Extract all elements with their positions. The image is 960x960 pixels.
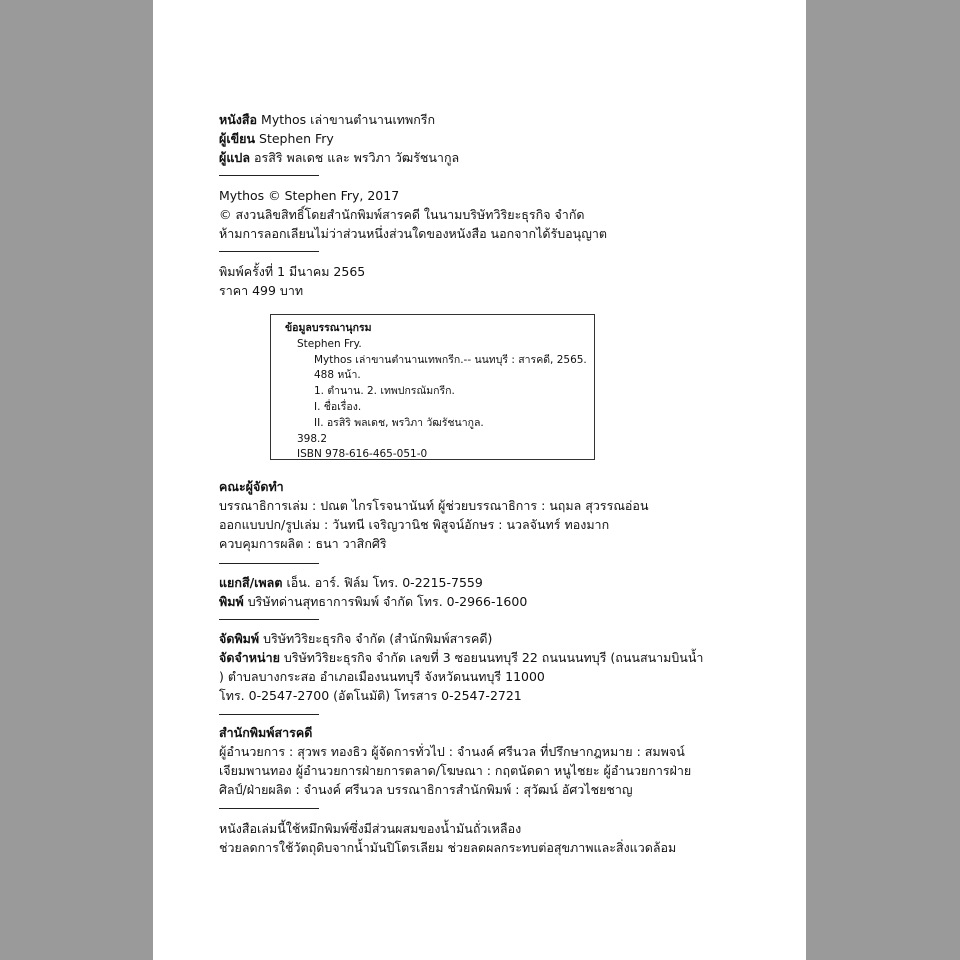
copyright-line: ห้ามการลอกเลียนไม่ว่าส่วนหนึ่งส่วนใดของหนังสือ นอกจากได้รับอนุญาต	[219, 226, 607, 241]
publish-label: จัดพิมพ์	[219, 631, 260, 646]
team-block	[219, 477, 796, 553]
divider	[219, 808, 319, 809]
team-line: ออกแบบปก/รูปเล่ม : วันทนี เจริญวานิช พิสูจน์อักษร : นวลจันทร์ ทองมาก	[219, 517, 610, 532]
cip-translators: II. อรสิริ พลเดช, พรวิภา วัฒรัชนากูล.	[314, 416, 484, 429]
translator-line	[219, 148, 796, 167]
cip-title: Mythos เล่าขานตำนานเทพกรีก.-- นนทบุรี : สารคดี, 2565.	[314, 353, 587, 366]
distribute-line	[219, 648, 796, 667]
author-label: ผู้เขียน	[219, 131, 256, 146]
office-line: ศิลป์/ฝ่ายผลิต : จำนงค์ ศรีนวล บรรณาธิการสำนักพิมพ์ : สุวัฒน์ อัศวไชยชาญ	[219, 782, 633, 797]
office-line: เจียมพานทอง ผู้อำนวยการฝ่ายการตลาด/โฆษณา : กฤตนัดดา หนูไชยะ ผู้อำนวยการฝ่าย	[219, 763, 692, 778]
cip-author: Stephen Fry.	[297, 337, 362, 350]
book-author: Stephen Fry	[259, 131, 334, 146]
team-line: ควบคุมการผลิต : ธนา วาสิกศิริ	[219, 536, 387, 551]
cip-title-entry: I. ชื่อเรื่อง.	[314, 400, 362, 413]
team-heading: คณะผู้จัดทำ	[219, 479, 284, 494]
copyright-line: Mythos © Stephen Fry, 2017	[219, 188, 400, 203]
eco-line: ช่วยลดการใช้วัตถุดิบจากน้ำมันปิโตรเลียม ช่วยลดผลกระทบต่อสุขภาพและสิ่งแวดล้อม	[219, 840, 677, 855]
book-translators: อรสิริ พลเดช และ พรวิภา วัฒรัชนากูล	[253, 150, 460, 165]
translator-label: ผู้แปล	[219, 150, 250, 165]
production-block	[219, 573, 796, 611]
cip-heading: ข้อมูลบรรณานุกรม	[285, 322, 372, 334]
office-line: ผู้อำนวยการ : สุวพร ทองธิว ผู้จัดการทั่วไป : จำนงค์ ศรีนวล ที่ปรึกษากฎหมาย : สมพจน์	[219, 744, 685, 759]
eco-note	[219, 819, 796, 857]
print-line	[219, 592, 796, 611]
book-page	[153, 0, 806, 960]
book-info	[219, 110, 796, 167]
publisher-block	[219, 629, 796, 705]
book-title: Mythos เล่าขานตำนานเทพกรีก	[261, 112, 436, 127]
eco-line: หนังสือเล่มนี้ใช้หมึกพิมพ์ซึ่งมีส่วนผสมของน้ำมันถั่วเหลือง	[219, 821, 522, 836]
office-block	[219, 723, 796, 799]
cip-box	[270, 314, 595, 460]
publish-value: บริษัทวิริยะธุรกิจ จำกัด (สำนักพิมพ์สารคดี)	[263, 631, 493, 646]
divider	[219, 175, 319, 176]
separation-value: เอ็น. อาร์. ฟิล์ม โทร. 0-2215-7559	[286, 575, 483, 590]
phone-line: โทร. 0-2547-2700 (อัตโนมัติ) โทรสาร 0-2547-2721	[219, 688, 522, 703]
printing-block	[219, 262, 796, 300]
print-label: พิมพ์	[219, 594, 244, 609]
copyright-line: © สงวนลิขสิทธิ์โดยสำนักพิมพ์สารคดี ในนามบริษัทวิริยะธุรกิจ จำกัด	[219, 207, 585, 222]
distribute-label: จัดจำหน่าย	[219, 650, 280, 665]
team-line: บรรณาธิการเล่ม : ปณต ไกรโรจนานันท์ ผู้ช่วยบรรณาธิการ : นฤมล สุวรรณอ่อน	[219, 498, 649, 513]
title-label: หนังสือ	[219, 112, 258, 127]
office-heading: สำนักพิมพ์สารคดี	[219, 725, 313, 740]
publish-line	[219, 629, 796, 648]
title-line	[219, 110, 796, 129]
cip-classification: 398.2	[297, 432, 328, 445]
copyright-block	[219, 186, 796, 243]
print-value: บริษัทด่านสุทธาการพิมพ์ จำกัด โทร. 0-2966-1600	[247, 594, 528, 609]
divider	[219, 563, 319, 564]
author-line	[219, 129, 796, 148]
distribute-value: บริษัทวิริยะธุรกิจ จำกัด เลขที่ 3 ซอยนนทบุรี 22 ถนนนนทบุรี (ถนนสนามบินน้ำ	[283, 650, 704, 665]
separation-label: แยกสี/เพลต	[219, 575, 283, 590]
price-line: ราคา 499 บาท	[219, 283, 304, 298]
cip-subjects: 1. ตำนาน. 2. เทพปกรณัมกรีก.	[314, 385, 455, 398]
separation-line	[219, 573, 796, 592]
edition-line: พิมพ์ครั้งที่ 1 มีนาคม 2565	[219, 264, 366, 279]
distribute-line-2: ) ตำบลบางกระสอ อำเภอเมืองนนทบุรี จังหวัดนนทบุรี 11000	[219, 669, 545, 684]
cip-isbn: ISBN 978-616-465-051-0	[297, 448, 428, 461]
divider	[219, 714, 319, 715]
divider	[219, 619, 319, 620]
cip-pages: 488 หน้า.	[314, 369, 361, 382]
divider	[219, 251, 319, 252]
